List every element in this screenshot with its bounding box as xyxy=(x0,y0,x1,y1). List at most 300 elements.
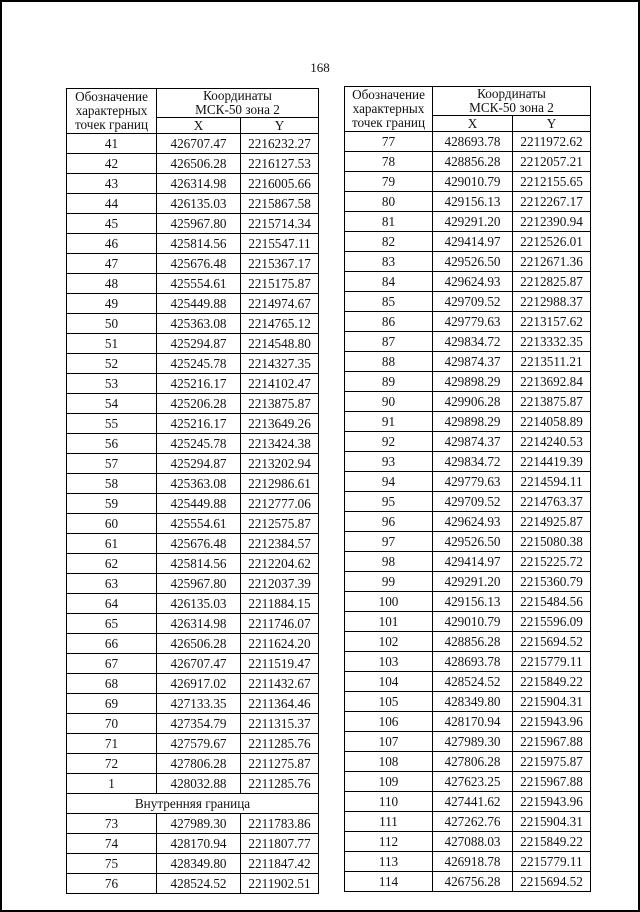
x-coordinate-cell: 429010.79 xyxy=(433,612,513,632)
y-column-header: Y xyxy=(513,116,591,132)
x-coordinate-cell: 429779.63 xyxy=(433,312,513,332)
table-row xyxy=(67,694,319,714)
table-row xyxy=(345,452,591,472)
y-coordinate-cell: 2214102.47 xyxy=(241,374,319,394)
y-coordinate-cell: 2213875.87 xyxy=(513,392,591,412)
x-coordinate-cell: 425216.17 xyxy=(157,414,241,434)
table-row xyxy=(67,454,319,474)
x-coordinate-cell: 428170.94 xyxy=(433,712,513,732)
x-coordinate-cell: 428170.94 xyxy=(157,834,241,854)
x-coordinate-cell: 425554.61 xyxy=(157,514,241,534)
point-number-cell: 42 xyxy=(67,154,157,174)
point-number-cell: 83 xyxy=(345,252,433,272)
point-number-cell: 95 xyxy=(345,492,433,512)
x-coordinate-cell: 428856.28 xyxy=(433,632,513,652)
y-coordinate-cell: 2214925.87 xyxy=(513,512,591,532)
point-number-cell: 70 xyxy=(67,714,157,734)
point-number-cell: 98 xyxy=(345,552,433,572)
x-column-header: X xyxy=(157,118,241,134)
x-coordinate-cell: 426135.03 xyxy=(157,194,241,214)
table-row xyxy=(345,332,591,352)
table-row xyxy=(345,352,591,372)
x-coordinate-cell: 425676.48 xyxy=(157,254,241,274)
y-coordinate-cell: 2212988.37 xyxy=(513,292,591,312)
point-number-cell: 57 xyxy=(67,454,157,474)
point-number-cell: 78 xyxy=(345,152,433,172)
point-number-cell: 79 xyxy=(345,172,433,192)
x-coordinate-cell: 429906.28 xyxy=(433,392,513,412)
y-coordinate-cell: 2212037.39 xyxy=(241,574,319,594)
y-coordinate-cell: 2211972.62 xyxy=(513,132,591,152)
table-row xyxy=(67,414,319,434)
table-row xyxy=(345,232,591,252)
x-coordinate-cell: 429010.79 xyxy=(433,172,513,192)
table-row xyxy=(345,492,591,512)
table-row xyxy=(67,754,319,774)
y-coordinate-cell: 2215849.22 xyxy=(513,832,591,852)
x-coordinate-cell: 429874.37 xyxy=(433,432,513,452)
x-coordinate-cell: 427354.79 xyxy=(157,714,241,734)
point-label-header: Обозначение характерных точек границ xyxy=(345,87,433,132)
x-coordinate-cell: 429291.20 xyxy=(433,212,513,232)
x-coordinate-cell: 427088.03 xyxy=(433,832,513,852)
x-coordinate-cell: 426135.03 xyxy=(157,594,241,614)
y-coordinate-cell: 2215080.38 xyxy=(513,532,591,552)
point-number-cell: 62 xyxy=(67,554,157,574)
x-coordinate-cell: 426756.28 xyxy=(433,872,513,892)
table-row xyxy=(345,812,591,832)
x-coordinate-cell: 425245.78 xyxy=(157,434,241,454)
table-row xyxy=(345,272,591,292)
x-coordinate-cell: 429526.50 xyxy=(433,252,513,272)
point-number-cell: 51 xyxy=(67,334,157,354)
point-number-cell: 109 xyxy=(345,772,433,792)
point-number-cell: 1 xyxy=(67,774,157,794)
x-coordinate-cell: 426314.98 xyxy=(157,174,241,194)
point-number-cell: 90 xyxy=(345,392,433,412)
x-coordinate-cell: 428349.80 xyxy=(157,854,241,874)
y-coordinate-cell: 2211884.15 xyxy=(241,594,319,614)
x-coordinate-cell: 428693.78 xyxy=(433,652,513,672)
x-coordinate-cell: 429834.72 xyxy=(433,332,513,352)
y-coordinate-cell: 2212390.94 xyxy=(513,212,591,232)
y-coordinate-cell: 2215175.87 xyxy=(241,274,319,294)
table-row xyxy=(67,734,319,754)
table-row xyxy=(67,134,319,154)
table-row xyxy=(67,334,319,354)
table-row xyxy=(345,472,591,492)
y-coordinate-cell: 2215367.17 xyxy=(241,254,319,274)
x-coordinate-cell: 429898.29 xyxy=(433,412,513,432)
point-number-cell: 81 xyxy=(345,212,433,232)
y-coordinate-cell: 2213332.35 xyxy=(513,332,591,352)
x-coordinate-cell: 429291.20 xyxy=(433,572,513,592)
x-coordinate-cell: 425814.56 xyxy=(157,234,241,254)
y-coordinate-cell: 2215975.87 xyxy=(513,752,591,772)
x-coordinate-cell: 428693.78 xyxy=(433,132,513,152)
table-row xyxy=(345,312,591,332)
point-number-cell: 45 xyxy=(67,214,157,234)
table-row xyxy=(345,192,591,212)
point-number-cell: 61 xyxy=(67,534,157,554)
point-number-cell: 68 xyxy=(67,674,157,694)
y-coordinate-cell: 2214763.37 xyxy=(513,492,591,512)
table-row xyxy=(345,792,591,812)
y-coordinate-cell: 2215904.31 xyxy=(513,812,591,832)
point-number-cell: 65 xyxy=(67,614,157,634)
table-row xyxy=(345,652,591,672)
y-coordinate-cell: 2212267.17 xyxy=(513,192,591,212)
table-row xyxy=(345,412,591,432)
table-row xyxy=(67,214,319,234)
y-coordinate-cell: 2215714.34 xyxy=(241,214,319,234)
table-row xyxy=(67,854,319,874)
y-coordinate-cell: 2212777.06 xyxy=(241,494,319,514)
x-coordinate-cell: 429156.13 xyxy=(433,592,513,612)
point-number-cell: 47 xyxy=(67,254,157,274)
table-row xyxy=(67,234,319,254)
y-coordinate-cell: 2216005.66 xyxy=(241,174,319,194)
point-number-cell: 55 xyxy=(67,414,157,434)
point-number-cell: 50 xyxy=(67,314,157,334)
y-coordinate-cell: 2211519.47 xyxy=(241,654,319,674)
y-coordinate-cell: 2215694.52 xyxy=(513,632,591,652)
table-row xyxy=(67,274,319,294)
x-coordinate-cell: 427989.30 xyxy=(433,732,513,752)
table-row xyxy=(67,814,319,834)
point-number-cell: 106 xyxy=(345,712,433,732)
y-coordinate-cell: 2215596.09 xyxy=(513,612,591,632)
point-number-cell: 80 xyxy=(345,192,433,212)
table-row xyxy=(345,152,591,172)
y-coordinate-cell: 2215904.31 xyxy=(513,692,591,712)
y-coordinate-cell: 2212825.87 xyxy=(513,272,591,292)
x-coordinate-cell: 428524.52 xyxy=(433,672,513,692)
table-row xyxy=(67,634,319,654)
point-number-cell: 56 xyxy=(67,434,157,454)
x-coordinate-cell: 425294.87 xyxy=(157,334,241,354)
x-coordinate-cell: 429834.72 xyxy=(433,452,513,472)
point-number-cell: 74 xyxy=(67,834,157,854)
x-coordinate-cell: 425294.87 xyxy=(157,454,241,474)
x-coordinate-cell: 427133.35 xyxy=(157,694,241,714)
x-coordinate-cell: 429624.93 xyxy=(433,512,513,532)
table-row xyxy=(345,292,591,312)
x-coordinate-cell: 426707.47 xyxy=(157,654,241,674)
x-coordinate-cell: 428856.28 xyxy=(433,152,513,172)
y-coordinate-cell: 2211902.51 xyxy=(241,874,319,894)
y-coordinate-cell: 2216127.53 xyxy=(241,154,319,174)
point-number-cell: 58 xyxy=(67,474,157,494)
y-coordinate-cell: 2214240.53 xyxy=(513,432,591,452)
x-coordinate-cell: 427806.28 xyxy=(433,752,513,772)
x-coordinate-cell: 427623.25 xyxy=(433,772,513,792)
table-row xyxy=(345,672,591,692)
table-row xyxy=(345,132,591,152)
point-number-cell: 76 xyxy=(67,874,157,894)
point-number-cell: 103 xyxy=(345,652,433,672)
table-row xyxy=(67,394,319,414)
point-number-cell: 48 xyxy=(67,274,157,294)
table-row xyxy=(345,632,591,652)
x-coordinate-cell: 426506.28 xyxy=(157,634,241,654)
point-number-cell: 94 xyxy=(345,472,433,492)
x-coordinate-cell: 425216.17 xyxy=(157,374,241,394)
table-row xyxy=(345,552,591,572)
table-row xyxy=(345,872,591,892)
point-number-cell: 63 xyxy=(67,574,157,594)
point-number-cell: 99 xyxy=(345,572,433,592)
x-coordinate-cell: 425449.88 xyxy=(157,494,241,514)
point-number-cell: 67 xyxy=(67,654,157,674)
point-number-cell: 93 xyxy=(345,452,433,472)
y-coordinate-cell: 2211746.07 xyxy=(241,614,319,634)
table-row xyxy=(67,614,319,634)
table-row xyxy=(345,432,591,452)
x-coordinate-cell: 425554.61 xyxy=(157,274,241,294)
point-number-cell: 75 xyxy=(67,854,157,874)
x-coordinate-cell: 427262.76 xyxy=(433,812,513,832)
point-number-cell: 52 xyxy=(67,354,157,374)
table-row xyxy=(67,374,319,394)
y-coordinate-cell: 2214419.39 xyxy=(513,452,591,472)
section-caption-row xyxy=(67,794,319,814)
y-coordinate-cell: 2211783.86 xyxy=(241,814,319,834)
y-coordinate-cell: 2214058.89 xyxy=(513,412,591,432)
point-number-cell: 69 xyxy=(67,694,157,714)
x-coordinate-cell: 429709.52 xyxy=(433,492,513,512)
y-coordinate-cell: 2214594.11 xyxy=(513,472,591,492)
y-coordinate-cell: 2212057.21 xyxy=(513,152,591,172)
point-number-cell: 54 xyxy=(67,394,157,414)
x-coordinate-cell: 425206.28 xyxy=(157,394,241,414)
table-row xyxy=(67,174,319,194)
y-coordinate-cell: 2215779.11 xyxy=(513,852,591,872)
inner-boundary-caption: Внутренняя граница xyxy=(67,794,319,814)
x-coordinate-cell: 429874.37 xyxy=(433,352,513,372)
y-coordinate-cell: 2213875.87 xyxy=(241,394,319,414)
y-coordinate-cell: 2212575.87 xyxy=(241,514,319,534)
table-row xyxy=(345,372,591,392)
table-row xyxy=(67,494,319,514)
y-coordinate-cell: 2213157.62 xyxy=(513,312,591,332)
y-coordinate-cell: 2215849.22 xyxy=(513,672,591,692)
coordinates-table-left xyxy=(66,88,319,894)
table-row xyxy=(67,534,319,554)
point-number-cell: 113 xyxy=(345,852,433,872)
point-number-cell: 44 xyxy=(67,194,157,214)
y-coordinate-cell: 2211275.87 xyxy=(241,754,319,774)
point-number-cell: 89 xyxy=(345,372,433,392)
x-coordinate-cell: 425449.88 xyxy=(157,294,241,314)
table-row xyxy=(67,194,319,214)
right-table-body xyxy=(345,132,591,892)
coordinates-group-header: Координаты МСК-50 зона 2 xyxy=(157,89,319,118)
y-coordinate-cell: 2215694.52 xyxy=(513,872,591,892)
y-coordinate-cell: 2213692.84 xyxy=(513,372,591,392)
table-row xyxy=(67,874,319,894)
x-coordinate-cell: 427989.30 xyxy=(157,814,241,834)
point-number-cell: 49 xyxy=(67,294,157,314)
x-coordinate-cell: 426707.47 xyxy=(157,134,241,154)
point-number-cell: 85 xyxy=(345,292,433,312)
y-coordinate-cell: 2213424.38 xyxy=(241,434,319,454)
x-coordinate-cell: 427806.28 xyxy=(157,754,241,774)
y-coordinate-cell: 2215360.79 xyxy=(513,572,591,592)
table-row xyxy=(345,172,591,192)
table-row xyxy=(345,252,591,272)
y-coordinate-cell: 2211847.42 xyxy=(241,854,319,874)
coordinates-group-header: Координаты МСК-50 зона 2 xyxy=(433,87,591,116)
y-coordinate-cell: 2215547.11 xyxy=(241,234,319,254)
table-row xyxy=(67,554,319,574)
point-number-cell: 60 xyxy=(67,514,157,534)
x-coordinate-cell: 429624.93 xyxy=(433,272,513,292)
y-coordinate-cell: 2211432.67 xyxy=(241,674,319,694)
point-number-cell: 72 xyxy=(67,754,157,774)
table-row xyxy=(345,212,591,232)
point-number-cell: 41 xyxy=(67,134,157,154)
table-row xyxy=(345,692,591,712)
point-number-cell: 53 xyxy=(67,374,157,394)
point-number-cell: 77 xyxy=(345,132,433,152)
x-coordinate-cell: 428349.80 xyxy=(433,692,513,712)
x-coordinate-cell: 425245.78 xyxy=(157,354,241,374)
table-row xyxy=(345,732,591,752)
y-coordinate-cell: 2212526.01 xyxy=(513,232,591,252)
point-number-cell: 82 xyxy=(345,232,433,252)
x-coordinate-cell: 428524.52 xyxy=(157,874,241,894)
point-number-cell: 96 xyxy=(345,512,433,532)
point-number-cell: 104 xyxy=(345,672,433,692)
x-coordinate-cell: 426506.28 xyxy=(157,154,241,174)
x-coordinate-cell: 425814.56 xyxy=(157,554,241,574)
y-coordinate-cell: 2214548.80 xyxy=(241,334,319,354)
table-row xyxy=(67,474,319,494)
point-number-cell: 64 xyxy=(67,594,157,614)
table-row xyxy=(345,592,591,612)
x-coordinate-cell: 426314.98 xyxy=(157,614,241,634)
point-label-header: Обозначение характерных точек границ xyxy=(67,89,157,134)
y-coordinate-cell: 2212986.61 xyxy=(241,474,319,494)
point-number-cell: 102 xyxy=(345,632,433,652)
x-coordinate-cell: 429414.97 xyxy=(433,552,513,572)
table-row xyxy=(345,752,591,772)
table-row xyxy=(67,774,319,794)
x-coordinate-cell: 428032.88 xyxy=(157,774,241,794)
left-table-body xyxy=(67,134,319,894)
x-coordinate-cell: 429156.13 xyxy=(433,192,513,212)
table-row xyxy=(67,154,319,174)
table-row xyxy=(67,594,319,614)
table-row xyxy=(67,714,319,734)
point-number-cell: 100 xyxy=(345,592,433,612)
x-coordinate-cell: 429898.29 xyxy=(433,372,513,392)
y-coordinate-cell: 2216232.27 xyxy=(241,134,319,154)
y-coordinate-cell: 2211624.20 xyxy=(241,634,319,654)
y-coordinate-cell: 2212384.57 xyxy=(241,534,319,554)
y-coordinate-cell: 2211807.77 xyxy=(241,834,319,854)
y-coordinate-cell: 2215943.96 xyxy=(513,712,591,732)
y-coordinate-cell: 2213649.26 xyxy=(241,414,319,434)
x-column-header: X xyxy=(433,116,513,132)
x-coordinate-cell: 429779.63 xyxy=(433,472,513,492)
y-coordinate-cell: 2215943.96 xyxy=(513,792,591,812)
x-coordinate-cell: 427579.67 xyxy=(157,734,241,754)
point-number-cell: 86 xyxy=(345,312,433,332)
point-number-cell: 114 xyxy=(345,872,433,892)
point-number-cell: 71 xyxy=(67,734,157,754)
point-number-cell: 97 xyxy=(345,532,433,552)
table-row xyxy=(67,254,319,274)
table-row xyxy=(345,612,591,632)
x-coordinate-cell: 426917.02 xyxy=(157,674,241,694)
page-number: 168 xyxy=(310,60,330,75)
point-number-cell: 91 xyxy=(345,412,433,432)
y-coordinate-cell: 2214974.67 xyxy=(241,294,319,314)
point-number-cell: 108 xyxy=(345,752,433,772)
y-coordinate-cell: 2215967.88 xyxy=(513,732,591,752)
x-coordinate-cell: 427441.62 xyxy=(433,792,513,812)
point-number-cell: 111 xyxy=(345,812,433,832)
y-coordinate-cell: 2212204.62 xyxy=(241,554,319,574)
x-coordinate-cell: 426918.78 xyxy=(433,852,513,872)
point-number-cell: 92 xyxy=(345,432,433,452)
table-row xyxy=(67,834,319,854)
point-number-cell: 84 xyxy=(345,272,433,292)
table-row xyxy=(67,434,319,454)
coordinates-table-right xyxy=(344,86,591,892)
y-coordinate-cell: 2215225.72 xyxy=(513,552,591,572)
y-coordinate-cell: 2211285.76 xyxy=(241,734,319,754)
y-coordinate-cell: 2215967.88 xyxy=(513,772,591,792)
x-coordinate-cell: 429709.52 xyxy=(433,292,513,312)
point-number-cell: 101 xyxy=(345,612,433,632)
x-coordinate-cell: 429414.97 xyxy=(433,232,513,252)
table-row xyxy=(67,574,319,594)
table-row xyxy=(345,832,591,852)
point-number-cell: 105 xyxy=(345,692,433,712)
table-row xyxy=(67,514,319,534)
point-number-cell: 66 xyxy=(67,634,157,654)
y-coordinate-cell: 2215779.11 xyxy=(513,652,591,672)
y-coordinate-cell: 2213202.94 xyxy=(241,454,319,474)
table-row xyxy=(345,532,591,552)
x-coordinate-cell: 425363.08 xyxy=(157,474,241,494)
table-row xyxy=(345,712,591,732)
y-coordinate-cell: 2213511.21 xyxy=(513,352,591,372)
table-row xyxy=(345,852,591,872)
y-coordinate-cell: 2212671.36 xyxy=(513,252,591,272)
y-coordinate-cell: 2215484.56 xyxy=(513,592,591,612)
point-number-cell: 107 xyxy=(345,732,433,752)
table-row xyxy=(67,654,319,674)
table-row xyxy=(67,354,319,374)
table-row xyxy=(345,512,591,532)
y-coordinate-cell: 2211364.46 xyxy=(241,694,319,714)
x-coordinate-cell: 429526.50 xyxy=(433,532,513,552)
point-number-cell: 88 xyxy=(345,352,433,372)
x-coordinate-cell: 425363.08 xyxy=(157,314,241,334)
y-coordinate-cell: 2215867.58 xyxy=(241,194,319,214)
table-row xyxy=(67,314,319,334)
x-coordinate-cell: 425967.80 xyxy=(157,574,241,594)
point-number-cell: 43 xyxy=(67,174,157,194)
y-coordinate-cell: 2214765.12 xyxy=(241,314,319,334)
table-row xyxy=(345,392,591,412)
x-coordinate-cell: 425967.80 xyxy=(157,214,241,234)
point-number-cell: 73 xyxy=(67,814,157,834)
